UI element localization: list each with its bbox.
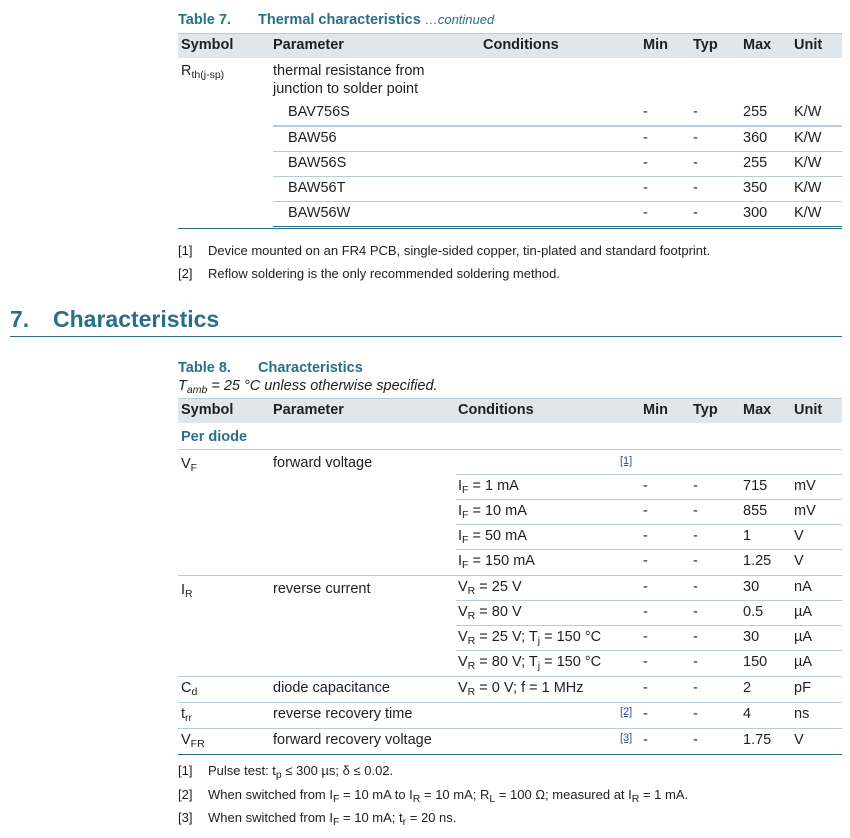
header-unit: Unit	[794, 37, 823, 53]
table7-footnote-1	[178, 243, 710, 258]
table-row	[273, 177, 842, 202]
header-symbol: Symbol	[181, 37, 234, 53]
header-symbol: Symbol	[181, 402, 234, 418]
device-name: BAW56	[288, 130, 337, 146]
rth-symbol: $R_{th(j-sp)}$	[181, 63, 225, 81]
unit-value: K/W	[794, 205, 822, 221]
rth-param-line2: junction to solder point	[273, 81, 419, 97]
cd-symbol: $C_d$	[181, 680, 198, 698]
table7-footnote-2	[178, 266, 560, 281]
header-max: Max	[743, 37, 772, 53]
vf-footnote-ref[interactable]: [1]	[620, 455, 633, 467]
table8-header-row	[178, 399, 842, 423]
min-value: -	[643, 155, 648, 171]
cd-condition: $V_R = 0$ V; f = 1 MHz	[458, 680, 584, 698]
unit-value: K/W	[794, 104, 822, 120]
table-row: $V_R = 25$ V; $T_j = 150$ °C - - 30 µA	[456, 626, 842, 651]
max-value: 255	[743, 155, 768, 171]
table7-number: Table 7.	[178, 12, 231, 28]
table8-footnote-3: [3] When switched from $I_F = 10$ mA; $t_r = 20$ ns.	[178, 810, 457, 828]
table-row	[178, 58, 842, 101]
section-rule	[10, 336, 842, 337]
ir-symbol: $I_R$	[181, 582, 193, 600]
max-value: 300	[743, 205, 768, 221]
vfr-parameter: forward recovery voltage	[273, 732, 432, 748]
table8-body	[178, 424, 842, 755]
table-row: $I_F = 1$ mA - - 715 mV	[456, 475, 842, 500]
table7-title: Thermal characteristics	[258, 12, 421, 28]
table7-body	[178, 58, 842, 227]
table8-caption	[178, 360, 363, 376]
table7-header-row	[178, 34, 842, 58]
trr-parameter: reverse recovery time	[273, 706, 413, 722]
header-parameter: Parameter	[273, 37, 344, 53]
rth-param-line1: thermal resistance from	[273, 63, 425, 79]
max-value: 350	[743, 180, 768, 196]
table8-footnote-1: [1] Pulse test: $t_p \le 300$ µs; δ ≤ 0.02.	[178, 763, 394, 781]
footnote-text: Device mounted on an FR4 PCB, single-sided copper, tin-plated and standard footprint.	[208, 243, 711, 258]
table8-subcaption: $T_{amb} = 25$ °C unless otherwise specified.	[178, 378, 438, 396]
header-max: Max	[743, 402, 772, 418]
typ-value: -	[693, 130, 698, 146]
min-value: -	[643, 180, 648, 196]
typ-value: -	[693, 180, 698, 196]
header-unit: Unit	[794, 402, 823, 418]
device-name: BAW56S	[288, 155, 347, 171]
table-row	[273, 152, 842, 177]
table7-caption	[178, 12, 494, 28]
header-typ: Typ	[693, 402, 718, 418]
table-row: $V_R = 80$ V - - 0.5 µA	[456, 601, 842, 626]
table8-title: Characteristics	[258, 360, 363, 376]
header-conditions: Conditions	[458, 402, 534, 418]
unit-value: K/W	[794, 180, 822, 196]
table-row: $I_F = 150$ mA - - 1.25 V	[458, 553, 804, 571]
section-number: 7.	[10, 306, 30, 332]
header-parameter: Parameter	[273, 402, 344, 418]
max-value: 255	[743, 104, 768, 120]
device-name: BAW56T	[288, 180, 346, 196]
table-row	[273, 202, 842, 227]
header-min: Min	[643, 402, 668, 418]
footnote-number: [1]	[178, 243, 193, 258]
vf-symbol: $V_F$	[181, 456, 198, 474]
table-row: $I_F = 50$ mA - - 1 V	[456, 525, 842, 550]
typ-value: -	[693, 155, 698, 171]
footnote-number: [2]	[178, 266, 193, 281]
trr-symbol: $t_{rr}$	[181, 706, 193, 724]
group-row	[178, 424, 842, 450]
section-heading	[10, 306, 219, 333]
unit-value: K/W	[794, 130, 822, 146]
header-typ: Typ	[693, 37, 718, 53]
typ-value: -	[693, 104, 698, 120]
table-row: $C_d$ diode capacitance $V_R = 0$ V; f = 1 MHz - - 2 pF	[178, 677, 842, 703]
vfr-footnote-ref[interactable]: [3]	[620, 732, 633, 744]
min-value: -	[643, 104, 648, 120]
min-value: -	[643, 130, 648, 146]
unit-value: K/W	[794, 155, 822, 171]
footnote-text: Reflow soldering is the only recommended soldering method.	[208, 266, 560, 281]
table-row: $t_{rr}$ reverse recovery time [2] - - 4 ns	[178, 703, 842, 729]
vfr-symbol: $V_{FR}$	[181, 732, 205, 750]
max-value: 360	[743, 130, 768, 146]
ir-parameter: reverse current	[273, 581, 371, 597]
table-row	[273, 101, 842, 126]
table8-number: Table 8.	[178, 360, 231, 376]
header-min: Min	[643, 37, 668, 53]
table-row	[273, 126, 842, 152]
min-value: -	[643, 205, 648, 221]
vf-block	[178, 450, 842, 576]
header-conditions: Conditions	[483, 37, 559, 53]
trr-footnote-ref[interactable]: [2]	[620, 706, 633, 718]
cd-parameter: diode capacitance	[273, 680, 390, 696]
table-row: $V_R = 80$ V; $T_j = 150$ °C - - 150 µA	[458, 654, 813, 672]
typ-value: -	[693, 205, 698, 221]
ir-block	[178, 576, 842, 677]
group-label: Per diode	[181, 429, 248, 445]
device-name: BAV756S	[288, 104, 350, 120]
section-title: Characteristics	[53, 306, 220, 332]
vf-parameter: forward voltage	[273, 455, 373, 471]
device-name: BAW56W	[288, 205, 351, 221]
table-row: $V_{FR}$ forward recovery voltage [3] - - 1.75 V	[178, 729, 842, 755]
table-row: $I_F = 10$ mA - - 855 mV	[456, 500, 842, 525]
table8-footnote-2: [2] When switched from $I_F = 10$ mA to $I_R = 10$ mA; $R_L = 100$ Ω; measured at $I_R = 1$ mA.	[178, 787, 689, 805]
table-row: $V_R = 25$ V - - 30 nA	[456, 576, 842, 601]
table7-continued: …continued	[424, 12, 495, 27]
